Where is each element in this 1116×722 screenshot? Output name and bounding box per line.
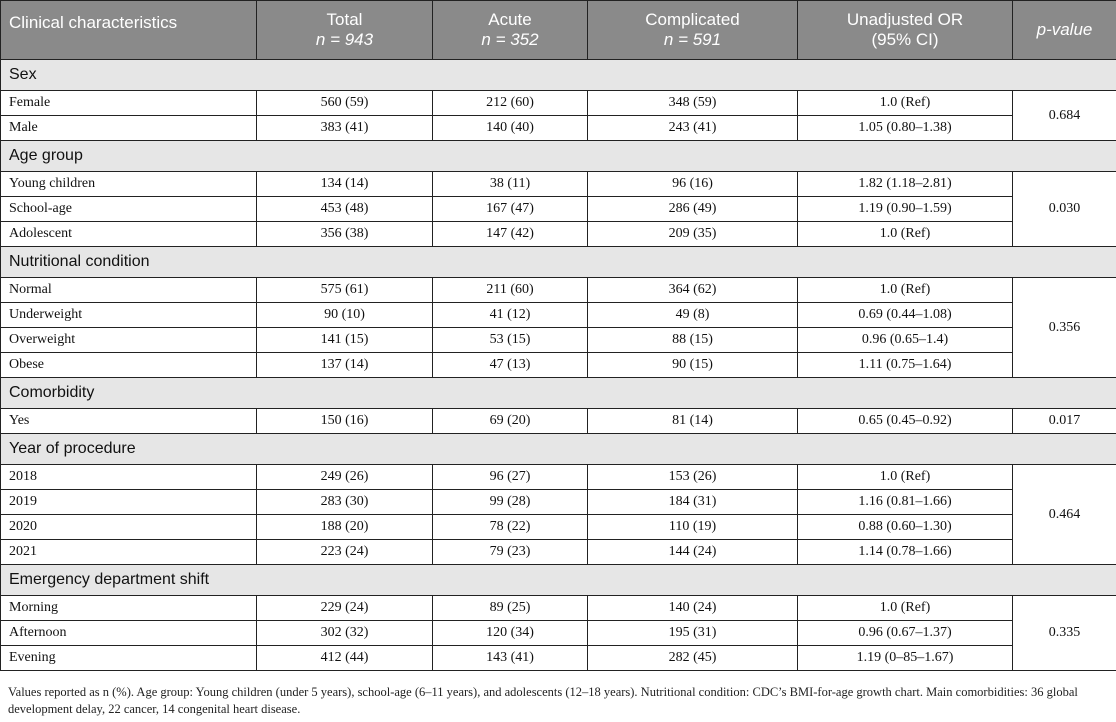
row-label: Yes [1, 409, 257, 434]
cell-unadjusted-or: 1.0 (Ref) [798, 596, 1013, 621]
row-label: Underweight [1, 303, 257, 328]
table-row [1, 515, 1116, 540]
group-row-age-group [1, 141, 1116, 172]
header-row [1, 1, 1116, 60]
group-row-sex [1, 60, 1116, 91]
cell-total: 453 (48) [257, 197, 433, 222]
table-row [1, 596, 1116, 621]
cell-total: 575 (61) [257, 278, 433, 303]
header-complicated [588, 1, 798, 60]
cell-complicated: 96 (16) [588, 172, 798, 197]
cell-acute: 147 (42) [433, 222, 588, 247]
cell-complicated: 364 (62) [588, 278, 798, 303]
table-row [1, 409, 1116, 434]
table-row [1, 222, 1116, 247]
cell-total: 302 (32) [257, 621, 433, 646]
row-label: Evening [1, 646, 257, 671]
table-header [1, 1, 1116, 60]
group-title: Year of procedure [1, 434, 1116, 465]
cell-p-value: 0.017 [1013, 409, 1116, 434]
row-label: 2018 [1, 465, 257, 490]
cell-unadjusted-or: 0.96 (0.67–1.37) [798, 621, 1013, 646]
group-row-comorbidity [1, 378, 1116, 409]
table-row [1, 303, 1116, 328]
header-total-n [263, 30, 426, 50]
header-acute-label: Acute [488, 10, 532, 29]
cell-acute: 78 (22) [433, 515, 588, 540]
header-or-line2: (95% CI) [871, 30, 939, 49]
header-total-label: Total [326, 10, 363, 29]
group-title: Nutritional condition [1, 247, 1116, 278]
cell-complicated: 286 (49) [588, 197, 798, 222]
table-row [1, 116, 1116, 141]
header-acute [433, 1, 588, 60]
cell-total: 356 (38) [257, 222, 433, 247]
table-row [1, 197, 1116, 222]
group-title: Age group [1, 141, 1116, 172]
group-row-year-of-procedure [1, 434, 1116, 465]
cell-acute: 99 (28) [433, 490, 588, 515]
header-clinical-characteristics: Clinical characteristics [1, 1, 257, 60]
cell-unadjusted-or: 1.16 (0.81–1.66) [798, 490, 1013, 515]
table-row [1, 621, 1116, 646]
row-label: 2019 [1, 490, 257, 515]
cell-complicated: 153 (26) [588, 465, 798, 490]
cell-total: 383 (41) [257, 116, 433, 141]
header-acute-n-text: n = 352 [481, 30, 539, 49]
cell-complicated: 184 (31) [588, 490, 798, 515]
table-row [1, 278, 1116, 303]
cell-complicated: 195 (31) [588, 621, 798, 646]
header-total [257, 1, 433, 60]
cell-unadjusted-or: 0.96 (0.65–1.4) [798, 328, 1013, 353]
cell-acute: 89 (25) [433, 596, 588, 621]
cell-complicated: 90 (15) [588, 353, 798, 378]
cell-complicated: 282 (45) [588, 646, 798, 671]
group-title: Comorbidity [1, 378, 1116, 409]
row-label: Normal [1, 278, 257, 303]
table-body [1, 60, 1116, 671]
cell-acute: 79 (23) [433, 540, 588, 565]
cell-complicated: 144 (24) [588, 540, 798, 565]
table-row [1, 353, 1116, 378]
cell-p-value: 0.030 [1013, 172, 1116, 247]
cell-complicated: 209 (35) [588, 222, 798, 247]
header-complicated-label: Complicated [645, 10, 740, 29]
cell-total: 150 (16) [257, 409, 433, 434]
row-label: School-age [1, 197, 257, 222]
table-row [1, 328, 1116, 353]
row-label: Female [1, 91, 257, 116]
cell-unadjusted-or: 0.88 (0.60–1.30) [798, 515, 1013, 540]
header-total-n-text: n = 943 [315, 30, 374, 49]
cell-acute: 41 (12) [433, 303, 588, 328]
cell-complicated: 49 (8) [588, 303, 798, 328]
cell-complicated: 140 (24) [588, 596, 798, 621]
table-row [1, 646, 1116, 671]
cell-unadjusted-or: 1.11 (0.75–1.64) [798, 353, 1013, 378]
row-label: 2020 [1, 515, 257, 540]
cell-acute: 69 (20) [433, 409, 588, 434]
cell-acute: 53 (15) [433, 328, 588, 353]
cell-acute: 47 (13) [433, 353, 588, 378]
table-footnote: Values reported as n (%). Age group: Young children (under 5 years), school-age (6–11 years), and adolescents (12–18 years). Nutritional condition: CDC’s BMI-for-age growth chart. Main comorbidities: 36 global development delay, 22 cancer, 14 congenital heart disease. [8, 685, 1078, 716]
cell-acute: 143 (41) [433, 646, 588, 671]
cell-unadjusted-or: 1.19 (0–85–1.67) [798, 646, 1013, 671]
cell-total: 141 (15) [257, 328, 433, 353]
cell-total: 137 (14) [257, 353, 433, 378]
header-complicated-n-text: n = 591 [663, 30, 722, 49]
cell-acute: 167 (47) [433, 197, 588, 222]
header-acute-n [439, 30, 581, 50]
group-row-emergency-department-shift [1, 565, 1116, 596]
cell-unadjusted-or: 1.05 (0.80–1.38) [798, 116, 1013, 141]
cell-total: 283 (30) [257, 490, 433, 515]
header-p-value [1013, 1, 1116, 60]
cell-unadjusted-or: 1.0 (Ref) [798, 278, 1013, 303]
cell-acute: 212 (60) [433, 91, 588, 116]
cell-total: 90 (10) [257, 303, 433, 328]
cell-complicated: 348 (59) [588, 91, 798, 116]
cell-total: 134 (14) [257, 172, 433, 197]
group-title: Emergency department shift [1, 565, 1116, 596]
cell-unadjusted-or: 1.19 (0.90–1.59) [798, 197, 1013, 222]
table-row [1, 172, 1116, 197]
row-label: Male [1, 116, 257, 141]
cell-total: 412 (44) [257, 646, 433, 671]
cell-p-value: 0.464 [1013, 465, 1116, 565]
header-complicated-n [594, 30, 791, 50]
cell-acute: 96 (27) [433, 465, 588, 490]
group-title: Sex [1, 60, 1116, 91]
header-or-line1: Unadjusted OR [846, 10, 964, 29]
cell-acute: 140 (40) [433, 116, 588, 141]
cell-total: 188 (20) [257, 515, 433, 540]
row-label: Obese [1, 353, 257, 378]
row-label: Young children [1, 172, 257, 197]
cell-total: 229 (24) [257, 596, 433, 621]
table-row [1, 540, 1116, 565]
row-label: Overweight [1, 328, 257, 353]
header-p-value-text: p-value [1036, 20, 1093, 39]
table-row [1, 91, 1116, 116]
cell-p-value: 0.356 [1013, 278, 1116, 378]
row-label: Adolescent [1, 222, 257, 247]
row-label: Afternoon [1, 621, 257, 646]
cell-total: 560 (59) [257, 91, 433, 116]
table-row [1, 490, 1116, 515]
cell-complicated: 81 (14) [588, 409, 798, 434]
cell-unadjusted-or: 0.69 (0.44–1.08) [798, 303, 1013, 328]
cell-unadjusted-or: 1.82 (1.18–2.81) [798, 172, 1013, 197]
cell-total: 223 (24) [257, 540, 433, 565]
cell-acute: 211 (60) [433, 278, 588, 303]
cell-p-value: 0.684 [1013, 91, 1116, 141]
cell-unadjusted-or: 1.0 (Ref) [798, 91, 1013, 116]
cell-unadjusted-or: 1.0 (Ref) [798, 465, 1013, 490]
table-row [1, 465, 1116, 490]
cell-acute: 38 (11) [433, 172, 588, 197]
cell-unadjusted-or: 0.65 (0.45–0.92) [798, 409, 1013, 434]
cell-p-value: 0.335 [1013, 596, 1116, 671]
cell-complicated: 110 (19) [588, 515, 798, 540]
row-label: 2021 [1, 540, 257, 565]
row-label: Morning [1, 596, 257, 621]
header-unadjusted-or [798, 1, 1013, 60]
cell-complicated: 88 (15) [588, 328, 798, 353]
cell-total: 249 (26) [257, 465, 433, 490]
group-row-nutritional-condition [1, 247, 1116, 278]
cell-unadjusted-or: 1.14 (0.78–1.66) [798, 540, 1013, 565]
cell-unadjusted-or: 1.0 (Ref) [798, 222, 1013, 247]
cell-acute: 120 (34) [433, 621, 588, 646]
cell-complicated: 243 (41) [588, 116, 798, 141]
